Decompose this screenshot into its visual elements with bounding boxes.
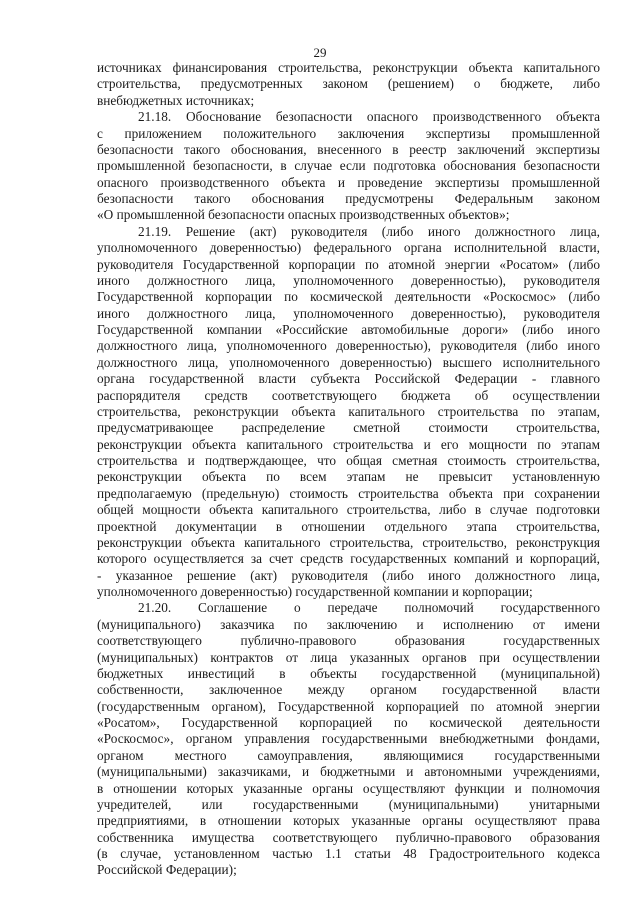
text-line: должностного лица, уполномоченного доверенностью), руководителя (либо иного <box>97 338 600 354</box>
text-line: с приложением положительного заключения экспертизы промышленной <box>97 125 600 141</box>
text-line: иного должностного лица, уполномоченного доверенностью), руководителя <box>97 272 600 288</box>
text-line: предприятиями, в отношении которых указанные органы осуществляют права <box>97 813 600 829</box>
text-line: 21.19. Решение (акт) руководителя (либо иного должностного лица, <box>138 223 600 239</box>
text-line: реконструкции объекта по всем этапам не превысит установленную <box>97 469 600 485</box>
text-line: - указанное решение (акт) руководителя (либо иного должностного лица, <box>97 567 600 583</box>
text-line: безопасности такого обоснования, внесенного в реестр заключений экспертизы <box>97 141 600 157</box>
text-line: общей мощности объекта капитального строительства, либо в случае подготовки <box>97 502 600 518</box>
text-line: руководителя Государственной корпорации по атомной энергии «Росатом» (либо <box>97 256 600 272</box>
text-line: учредителей, или государственными (муниципальными) унитарными <box>97 796 600 812</box>
text-line: которого осуществляется за счет средств государственных компаний и корпораций, <box>97 551 600 567</box>
text-line: проектной документации в отношении отдельного этапа строительства, <box>97 518 600 534</box>
text-line: 21.20. Соглашение о передаче полномочий государственного <box>138 600 600 616</box>
text-line: реконструкции объекта капитального строительства, строительство, реконструкция <box>97 534 600 550</box>
text-line: собственника имущества соответствующего публично-правового образования <box>97 829 600 845</box>
text-line: «Роскосмос», органом управления государственными внебюджетными фондами, <box>97 731 600 747</box>
text-line: Государственной корпорации по космической деятельности «Роскосмос» (либо <box>97 289 600 305</box>
text-line: опасного производственного объекта и проведение экспертизы промышленной <box>97 174 600 190</box>
text-line: уполномоченного доверенностью) государственной компании и корпорации; <box>97 584 533 599</box>
text-line: предполагаемую (предельную) стоимость строительства объекта при сохранении <box>97 485 600 501</box>
text-line: строительства и подтверждающее, что общая сметная стоимость строительства, <box>97 453 600 468</box>
text-line: соответствующего публично-правового образования государственных <box>97 633 600 649</box>
text-line: Государственной компании «Российские автомобильные дороги» (либо иного <box>97 322 600 337</box>
document-body <box>97 60 600 879</box>
page-number: 29 <box>313 45 327 60</box>
text-line: (в случае, установленном частью 1.1 статьи 48 Градостроительного кодекса <box>97 846 600 861</box>
text-line: «Росатом», Государственной корпорацией по космической деятельности <box>97 715 600 730</box>
text-line: распорядителя средств соответствующего бюджета об осуществлении <box>97 387 600 403</box>
text-line: Российской Федерации); <box>97 862 237 878</box>
text-line: реконструкции объекта капитального строительства и его мощности по этапам <box>97 436 600 452</box>
text-line: (государственным органом), Государственной корпорацией по атомной энергии <box>97 698 600 714</box>
text-line: иного должностного лица, уполномоченного доверенностью), руководителя <box>97 305 600 321</box>
text-line: органом местного самоуправления, являющимися государственными <box>97 747 600 763</box>
text-line: внебюджетных источниках; <box>97 92 255 108</box>
text-line: промышленной безопасности, в случае если подготовка обоснования безопасности <box>97 158 600 174</box>
text-line: «О промышленной безопасности опасных производственных объектов»; <box>97 207 510 223</box>
text-line: 21.18. Обоснование безопасности опасного производственного объекта <box>138 109 600 125</box>
text-line: безопасности такого обоснования предусмотрены Федеральным законом <box>97 191 600 206</box>
text-line: должностного лица, уполномоченного доверенностью) высшего исполнительного <box>97 354 600 370</box>
text-line: в отношении которых указанные органы осуществляют функции и полномочия <box>97 780 600 796</box>
text-line: строительства, реконструкции объекта капитального строительства по этапам, <box>97 403 600 419</box>
text-line: предусматривающее распределение сметной стоимости строительства, <box>97 420 600 436</box>
text-line: уполномоченного доверенностью) федерального органа исполнительной власти, <box>97 240 600 256</box>
text-line: (муниципальных) контрактов от лица указанных органов при осуществлении <box>97 649 600 665</box>
text-line: источниках финансирования строительства, реконструкции объекта капитального <box>97 60 600 75</box>
text-line: собственности, заключенное между органом государственной власти <box>97 682 600 698</box>
text-line: (муниципальными) заказчиками, и бюджетными и автономными учреждениями, <box>97 764 600 780</box>
text-line: бюджетных инвестиций в объекты государственной (муниципальной) <box>97 665 600 681</box>
text-line: (муниципального) заказчика по заключению и исполнению от имени <box>97 616 600 632</box>
text-line: строительства, предусмотренных законом (решением) о бюджете, либо <box>97 76 600 92</box>
text-line: органа государственной власти субъекта Российской Федерации - главного <box>97 371 600 387</box>
